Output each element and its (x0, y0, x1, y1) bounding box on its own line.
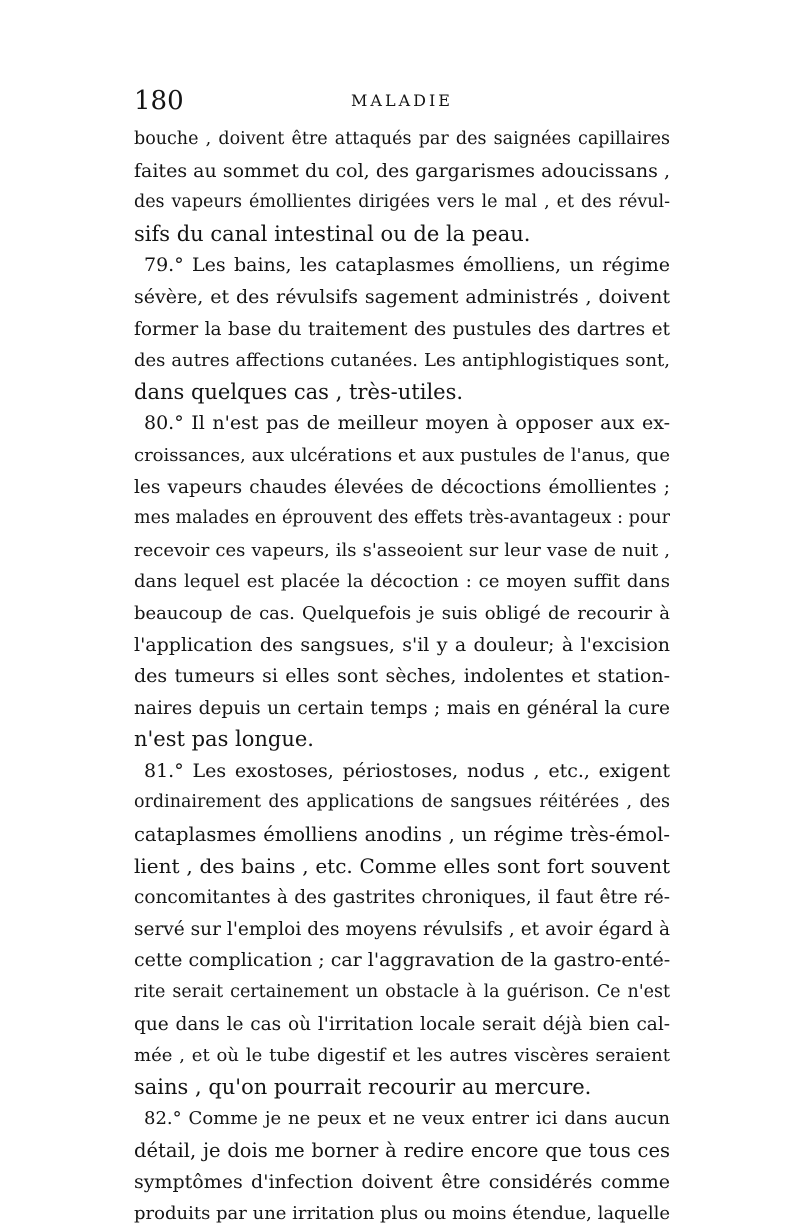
text-line: concomitantes à des gastrites chroniques, il faut être ré- (134, 887, 670, 909)
text-line: bouche , doivent être attaqués par des saignées capillaires (134, 129, 670, 149)
text-line: des vapeurs émollientes dirigées vers le mal , et des révul- (134, 192, 670, 213)
text-line: dans lequel est placée la décoction : ce moyen suffit dans (134, 571, 670, 593)
paragraph-81-start: 81.° Les exostoses, périostoses, nodus , etc., exigent (144, 759, 670, 782)
text-line: beaucoup de cas. Quelquefois je suis obligé de recourir à (134, 602, 670, 624)
text-line: recevoir ces vapeurs, ils s'asseoient sur leur vase de nuit , (134, 539, 670, 561)
text-line: produits par une irritation plus ou moins étendue, laquelle (134, 1203, 670, 1225)
paragraph-80-start: 80.° Il n'est pas de meilleur moyen à opposer aux ex- (144, 412, 670, 435)
text-line: former la base du traitement des pustules des dartres et (134, 318, 670, 340)
text-line: les vapeurs chaudes élevées de décoctions émollientes ; (134, 476, 670, 498)
text-line: des tumeurs si elles sont sèches, indolentes et station- (134, 665, 670, 688)
text-line: sains , qu'on pourrait recourir au mercure. (134, 1074, 592, 1099)
text-line: ordinairement des applications de sangsues réitérées , des (134, 792, 670, 813)
text-line: cataplasmes émolliens anodins , un régime très-émol- (134, 823, 670, 847)
text-line: rite serait certainement un obstacle à la guérison. Ce n'est (134, 982, 670, 1003)
text-line: mée , et où le tube digestif et les autres viscères seraient (134, 1045, 670, 1067)
text-line: symptômes d'infection doivent être considérés comme (134, 1170, 670, 1193)
text-line: sévère, et des révulsifs sagement administrés , doivent (134, 285, 670, 308)
running-title: MALADIE (351, 91, 453, 110)
text-line: naires depuis un certain temps ; mais en général la cure (134, 697, 670, 719)
paragraph-79-start: 79.° Les bains, les cataplasmes émolliens, un régime (144, 254, 670, 277)
body-text (134, 124, 670, 1230)
text-line: mes malades en éprouvent des effets très-avantageux : pour (134, 508, 670, 529)
text-line: détail, je dois me borner à redire encore que tous ces (134, 1139, 670, 1162)
text-line: sifs du canal intestinal ou de la peau. (134, 221, 531, 246)
text-line: que dans le cas où l'irritation locale serait déjà bien cal- (134, 1013, 670, 1035)
page-number: 180 (134, 86, 184, 116)
text-line: n'est pas longue. (134, 727, 314, 752)
text-line: l'application des sangsues, s'il y a douleur; à l'excision (134, 633, 670, 656)
text-line: croissances, aux ulcérations et aux pustules de l'anus, que (134, 444, 670, 466)
text-line: des autres affections cutanées. Les antiphlogistiques sont, (134, 350, 670, 372)
text-line: lient , des bains , etc. Comme elles sont fort souvent (134, 853, 670, 878)
running-head (134, 83, 670, 119)
text-line: cette complication ; car l'aggravation de la gastro-enté- (134, 949, 671, 972)
text-line: servé sur l'emploi des moyens révulsifs , et avoir égard à (134, 918, 670, 940)
paragraph-82-start: 82.° Comme je ne peux et ne veux entrer ici dans aucun (144, 1108, 670, 1130)
text-line: faites au sommet du col, des gargarismes adoucissans , (134, 159, 670, 182)
text-line: dans quelques cas , très-utiles. (134, 379, 464, 404)
